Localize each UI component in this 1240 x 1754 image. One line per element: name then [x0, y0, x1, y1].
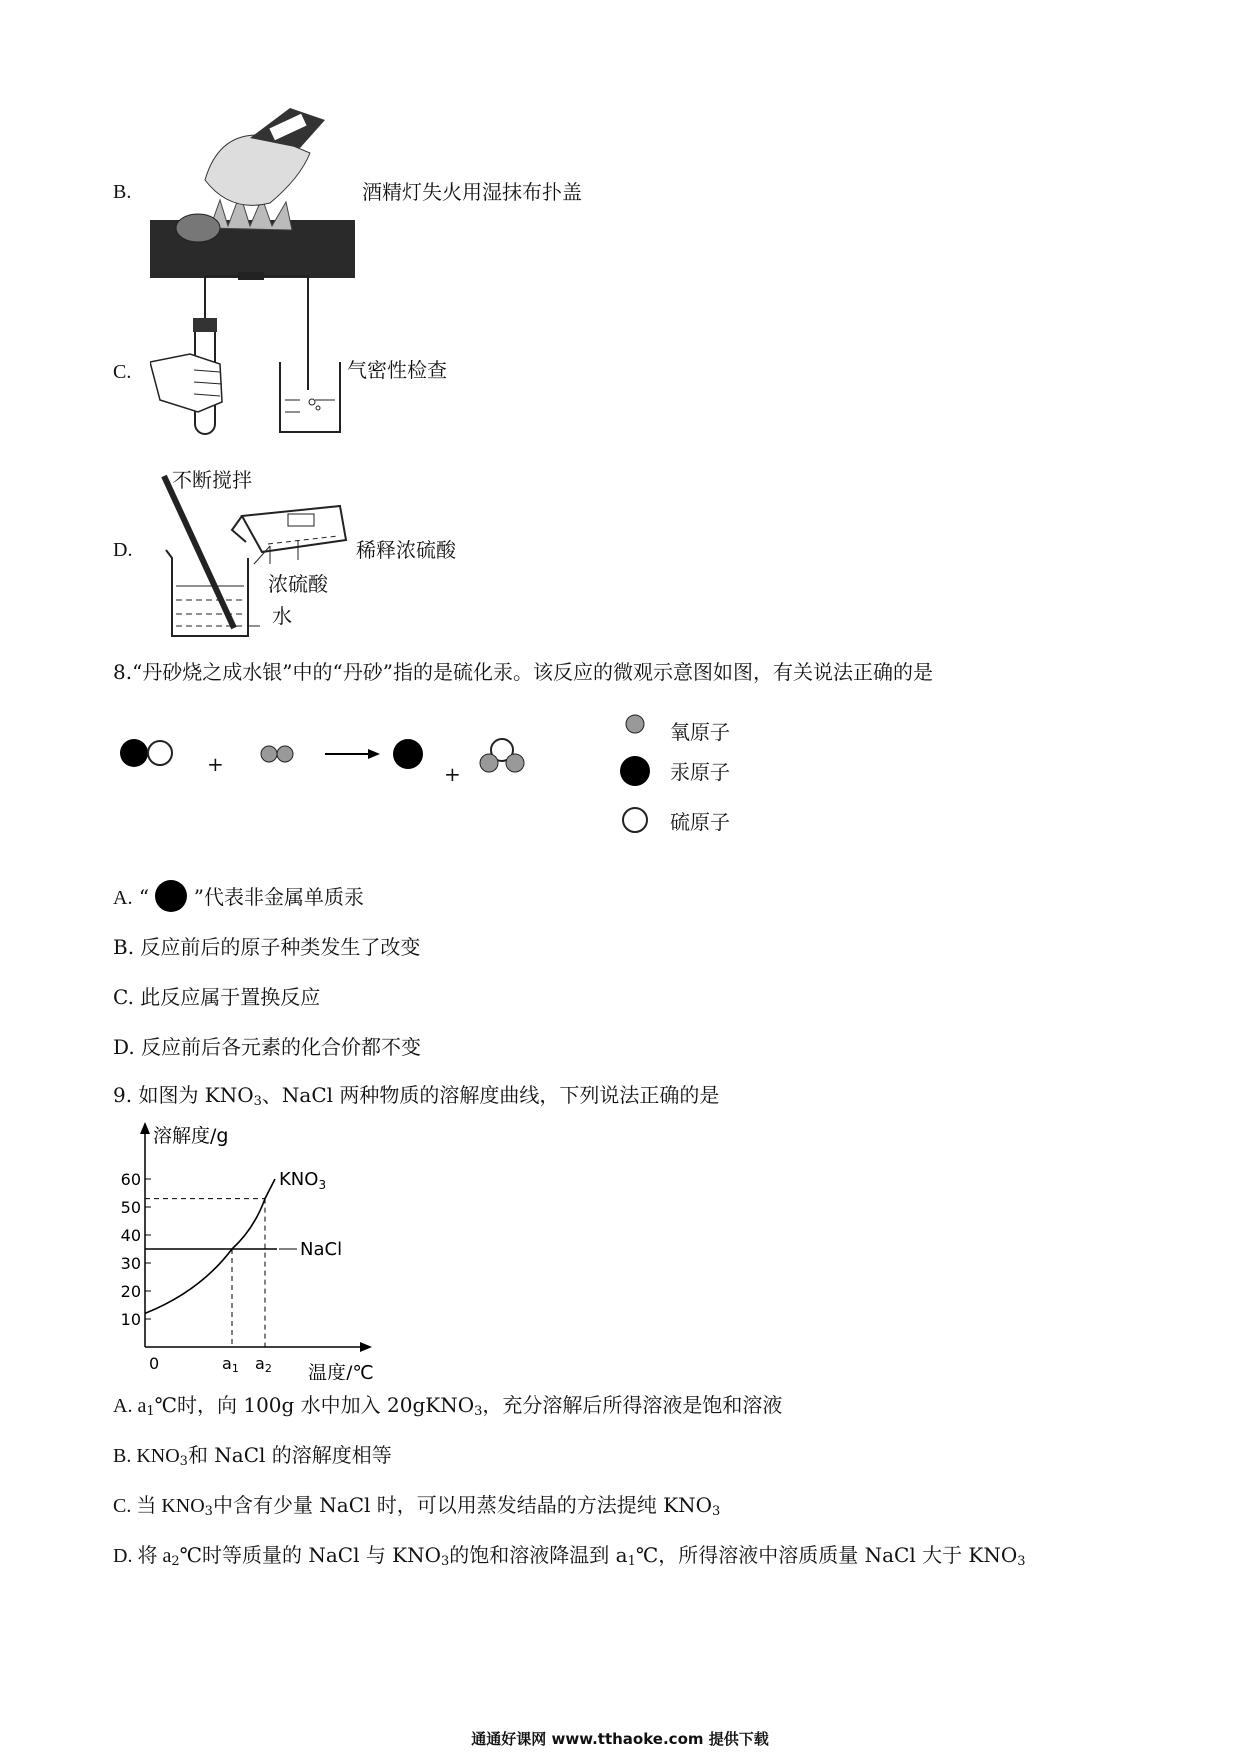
y-axis-label: 溶解度/g — [153, 1125, 229, 1147]
legend-mercury: 汞原子 — [670, 760, 730, 784]
legend-oxygen: 氧原子 — [670, 720, 730, 744]
y-tick-label: 50 — [120, 1198, 141, 1217]
q8-choice-b: B. 反应前后的原子种类发生了改变 — [113, 935, 421, 959]
series-kno3-curve — [145, 1179, 275, 1313]
sulfur-atom — [148, 741, 172, 765]
q9-choice-b: B. $KNO_3$和 NaCl 的溶解度相等 — [113, 1443, 392, 1469]
oxygen-atom — [480, 754, 498, 772]
x-axis-arrow — [360, 1342, 372, 1352]
q9-stem: 9. 如图为 $KNO_3$、NaCl 两种物质的溶解度曲线，下列说法正确的是 — [113, 1083, 720, 1109]
y-axis-arrow — [140, 1122, 150, 1134]
y-tick-label: 30 — [120, 1254, 141, 1273]
plus-sign: + — [444, 762, 461, 786]
oxygen-atom — [261, 746, 277, 762]
q8-choice-c: C. 此反应属于置换反应 — [113, 985, 321, 1009]
alcohol-lamp-fire-image — [150, 108, 355, 278]
option-b-caption: 酒精灯失火用湿抹布扑盖 — [362, 180, 582, 204]
option-b-letter: B. — [113, 181, 132, 203]
air-tightness-check-image — [150, 262, 355, 440]
stir-label: 不断搅拌 — [172, 468, 252, 492]
oxygen-atom — [277, 746, 293, 762]
option-c-letter: C. — [113, 361, 132, 383]
plus-sign: + — [207, 752, 224, 776]
x-axis-label: 温度/℃ — [308, 1362, 374, 1380]
x-tick-label-a1: a1 — [222, 1354, 239, 1375]
oxygen-atom — [506, 754, 524, 772]
q9-choice-c: C. 当 $KNO_3$中含有少量 NaCl 时，可以用蒸发结晶的方法提纯 $KNO_3$ — [113, 1493, 721, 1519]
q8-choice-a: A. “ ”代表非金属单质汞 — [113, 880, 364, 912]
q8-legend-symbols — [620, 710, 650, 840]
dilute-sulfuric-acid-image — [150, 468, 355, 640]
mercury-atom-icon — [155, 880, 187, 912]
option-c-caption: 气密性检查 — [347, 358, 447, 382]
series-kno3-label: $KNO_3$ — [279, 1169, 327, 1192]
q9-choice-a: A. $a_1℃$时，向 100g 水中加入 20gKNO$_3$，充分溶解后所得溶液是饱和溶液 — [113, 1393, 783, 1419]
y-tick-label: 10 — [120, 1310, 141, 1329]
y-tick-label: 20 — [120, 1282, 141, 1301]
water-label: 水 — [272, 604, 292, 628]
option-d-letter: D. — [113, 539, 133, 561]
mercury-atom — [393, 739, 423, 769]
solubility-chart-svg — [110, 1120, 400, 1380]
y-tick-label: 60 — [120, 1170, 141, 1189]
legend-sulfur: 硫原子 — [670, 810, 730, 834]
x-tick-label-a2: a2 — [255, 1354, 272, 1375]
series-nacl-label: NaCl — [300, 1239, 343, 1260]
origin-label: 0 — [149, 1354, 160, 1373]
q9-choice-d: D. 将 $a_2℃$时等质量的 NaCl 与 $KNO_3$的饱和溶液降温到 $a_1℃$，所得溶液中溶质质量 NaCl 大于 $KNO_3$ — [113, 1543, 1026, 1569]
acid-label: 浓硫酸 — [268, 572, 328, 596]
solubility-chart — [110, 1120, 400, 1380]
q8-stem: 8.“丹砂烧之成水银”中的“丹砂”指的是硫化汞。该反应的微观示意图如图，有关说法正确的是 — [113, 660, 933, 684]
q8-choice-d: D. 反应前后各元素的化合价都不变 — [113, 1035, 422, 1059]
y-tick-label: 40 — [120, 1226, 141, 1245]
mercury-atom — [120, 739, 148, 767]
q8-reaction-diagram — [110, 705, 540, 785]
option-d-caption: 稀释浓硫酸 — [356, 538, 456, 562]
footer-text: 通通好课网 www.tthaoke.com 提供下载 — [471, 1730, 769, 1748]
